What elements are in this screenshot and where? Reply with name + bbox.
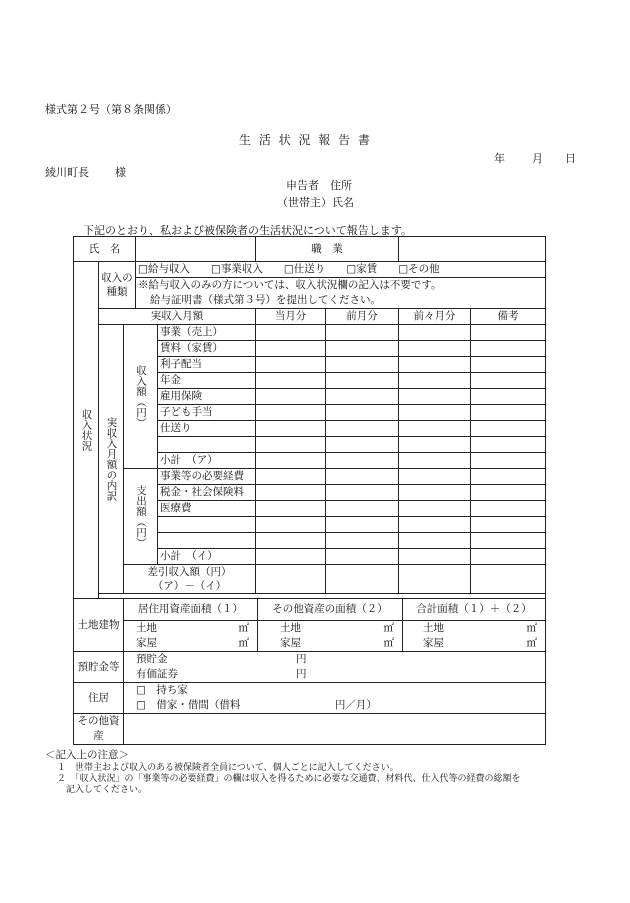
land-label: 土地 — [136, 622, 157, 634]
input-cell[interactable] — [399, 533, 471, 549]
income-type-label: 収入の種類 — [99, 262, 136, 309]
total-area-header: 合計面積（１）＋（２） — [403, 599, 546, 621]
input-cell[interactable] — [326, 389, 399, 405]
input-cell[interactable] — [256, 405, 326, 421]
residence-label: 住居 — [74, 683, 124, 714]
breakdown-label: 実収入月額の内訳 — [99, 325, 124, 594]
residential-house-field[interactable] — [124, 636, 258, 652]
sqm-unit: ㎡ — [383, 637, 394, 649]
input-cell[interactable] — [399, 389, 471, 405]
sqm-unit: ㎡ — [526, 622, 537, 634]
honorific: 様 — [115, 166, 126, 179]
input-cell[interactable] — [256, 453, 326, 469]
yen-unit: 円 — [296, 668, 307, 680]
expense-item — [158, 533, 256, 549]
input-cell[interactable] — [399, 469, 471, 485]
assets-table — [73, 598, 546, 745]
input-cell[interactable] — [326, 373, 399, 389]
page-title: 生 活 状 況 報 告 書 — [239, 133, 372, 147]
date-year: 年 — [494, 152, 505, 165]
input-cell[interactable] — [399, 325, 471, 341]
sqm-unit: ㎡ — [526, 637, 537, 649]
other-assets-field[interactable] — [124, 714, 546, 745]
applicant-address-label: 申告者 住所 — [286, 179, 352, 192]
input-cell[interactable] — [471, 373, 546, 389]
input-cell[interactable] — [471, 405, 546, 421]
net-income-label-line1: 差引収入額（円） — [147, 566, 232, 578]
input-cell[interactable] — [471, 501, 546, 517]
total-land-field[interactable] — [403, 621, 546, 637]
input-cell[interactable] — [399, 517, 471, 533]
input-cell[interactable] — [326, 453, 399, 469]
input-cell[interactable] — [256, 501, 326, 517]
expense-item — [158, 517, 256, 533]
input-cell[interactable] — [256, 373, 326, 389]
expense-item: 医療費 — [158, 501, 256, 517]
land-building-label: 土地建物 — [74, 599, 124, 652]
input-cell[interactable] — [256, 533, 326, 549]
input-cell[interactable] — [326, 437, 399, 453]
input-cell[interactable] — [326, 565, 399, 594]
input-cell[interactable] — [326, 421, 399, 437]
income-item: 雇用保険 — [158, 389, 256, 405]
date-day: 日 — [565, 152, 576, 165]
input-cell[interactable] — [326, 533, 399, 549]
input-cell[interactable] — [326, 357, 399, 373]
input-cell[interactable] — [471, 517, 546, 533]
other-house-field[interactable] — [258, 636, 403, 652]
monthly-income-header: 実収入月額 — [99, 309, 256, 325]
addressee: 綾川町長 — [45, 166, 89, 179]
input-cell[interactable] — [399, 421, 471, 437]
input-cell[interactable] — [256, 549, 326, 565]
input-cell[interactable] — [326, 485, 399, 501]
input-cell[interactable] — [471, 357, 546, 373]
input-cell[interactable] — [399, 437, 471, 453]
input-cell[interactable] — [256, 341, 326, 357]
input-cell[interactable] — [256, 389, 326, 405]
income-type-options[interactable]: □給与収入 □事業収入 □仕送り □家賃 □その他 — [136, 262, 546, 278]
house-label: 家屋 — [280, 637, 301, 649]
input-cell[interactable] — [256, 485, 326, 501]
input-cell[interactable] — [471, 485, 546, 501]
income-note-1: ※給与収入のみの方については、収入状況欄の記入は不要です。 — [136, 278, 546, 294]
input-cell[interactable] — [399, 357, 471, 373]
input-cell[interactable] — [256, 325, 326, 341]
securities-label: 有価証券 — [136, 668, 178, 680]
applicant-name-label: （世帯主）氏名 — [277, 196, 354, 209]
residential-area-header: 居住用資産面積（１） — [124, 599, 258, 621]
other-assets-label: その他資産 — [74, 714, 124, 745]
expense-subtotal-label: 小計 （イ） — [158, 549, 256, 565]
input-cell[interactable] — [326, 469, 399, 485]
deposits-field[interactable] — [124, 652, 546, 668]
input-cell[interactable] — [256, 437, 326, 453]
sqm-unit: ㎡ — [238, 622, 249, 634]
yen-unit: 円 — [296, 653, 307, 665]
notes-heading: ＜記入上の注意＞ — [45, 749, 129, 761]
input-cell[interactable] — [256, 421, 326, 437]
net-income-label — [124, 565, 256, 594]
income-item: 年金 — [158, 373, 256, 389]
input-cell[interactable] — [326, 501, 399, 517]
deposits-label: 預貯金 — [136, 653, 168, 665]
land-label: 土地 — [280, 622, 301, 634]
col-last-month: 前月分 — [326, 309, 399, 325]
input-cell[interactable] — [471, 469, 546, 485]
input-cell[interactable] — [399, 373, 471, 389]
col-two-months-ago: 前々月分 — [399, 309, 471, 325]
input-cell[interactable] — [399, 453, 471, 469]
input-cell[interactable] — [471, 325, 546, 341]
intro-text: 下記のとおり、私および被保険者の生活状況について報告します。 — [83, 224, 412, 237]
input-cell[interactable] — [471, 389, 546, 405]
input-cell[interactable] — [471, 341, 546, 357]
col-remarks: 備考 — [471, 309, 546, 325]
input-cell[interactable] — [256, 357, 326, 373]
securities-field[interactable] — [124, 667, 546, 683]
input-cell[interactable] — [471, 437, 546, 453]
house-label: 家屋 — [423, 637, 444, 649]
occupation-label: 職 業 — [256, 237, 399, 262]
sqm-unit: ㎡ — [238, 637, 249, 649]
residential-land-field[interactable] — [124, 621, 258, 637]
house-label: 家屋 — [136, 637, 157, 649]
status-report-table — [73, 236, 546, 599]
input-cell[interactable] — [399, 405, 471, 421]
input-cell[interactable] — [399, 549, 471, 565]
input-cell[interactable] — [326, 341, 399, 357]
other-area-header: その他資産の面積（２） — [258, 599, 403, 621]
expense-item: 税金・社会保険料 — [158, 485, 256, 501]
total-house-field[interactable] — [403, 636, 546, 652]
sqm-unit: ㎡ — [383, 622, 394, 634]
expense-item: 事業等の必要経費 — [158, 469, 256, 485]
input-cell[interactable] — [471, 549, 546, 565]
input-cell[interactable] — [326, 517, 399, 533]
income-status-label: 収入状況 — [74, 262, 99, 599]
rental-option[interactable]: □ 借家・借間（借料 円／月） — [124, 698, 546, 714]
input-cell[interactable] — [256, 517, 326, 533]
income-item — [158, 437, 256, 453]
land-label: 土地 — [423, 622, 444, 634]
income-item: 賃料（家賃） — [158, 341, 256, 357]
col-current-month: 当月分 — [256, 309, 326, 325]
income-item: 利子配当 — [158, 357, 256, 373]
income-amount-label: 収入額（円） — [124, 325, 158, 469]
input-cell[interactable] — [471, 533, 546, 549]
other-land-field[interactable] — [258, 621, 403, 637]
income-item: 子ども手当 — [158, 405, 256, 421]
input-cell[interactable] — [399, 341, 471, 357]
input-cell[interactable] — [326, 325, 399, 341]
input-cell[interactable] — [399, 501, 471, 517]
income-note-2: 給与証明書（様式第３号）を提出してください。 — [136, 293, 546, 309]
expense-amount-label: 支出額（円） — [124, 469, 158, 565]
date-month: 月 — [532, 152, 543, 165]
own-house-option[interactable]: □ 持ち家 — [124, 683, 546, 699]
note-1: １ 世帯主および収入のある被保険者全員について、個人ごとに記入してください。 — [57, 763, 399, 773]
income-subtotal-label: 小計 （ア） — [158, 453, 256, 469]
input-cell[interactable] — [256, 469, 326, 485]
name-field[interactable] — [136, 237, 256, 262]
input-cell[interactable] — [399, 485, 471, 501]
note-2b: 記入してください。 — [66, 785, 148, 795]
input-cell[interactable] — [399, 565, 471, 594]
input-cell[interactable] — [471, 421, 546, 437]
net-income-label-line2: （ア）－（イ） — [152, 580, 227, 592]
input-cell[interactable] — [471, 565, 546, 594]
name-label: 氏 名 — [74, 237, 136, 262]
occupation-field[interactable] — [399, 237, 546, 262]
note-2a: ２ 「収入状況」の「事業等の必要経費」の欄は収入を得るために必要な交通費、材料代、仕入代等の経費の総額を — [57, 774, 521, 784]
input-cell[interactable] — [256, 565, 326, 594]
income-item: 事業（売上） — [158, 325, 256, 341]
input-cell[interactable] — [471, 453, 546, 469]
form-number: 様式第２号（第８条関係） — [45, 103, 177, 116]
income-item: 仕送り — [158, 421, 256, 437]
savings-label: 預貯金等 — [74, 652, 124, 683]
input-cell[interactable] — [326, 405, 399, 421]
input-cell[interactable] — [326, 549, 399, 565]
